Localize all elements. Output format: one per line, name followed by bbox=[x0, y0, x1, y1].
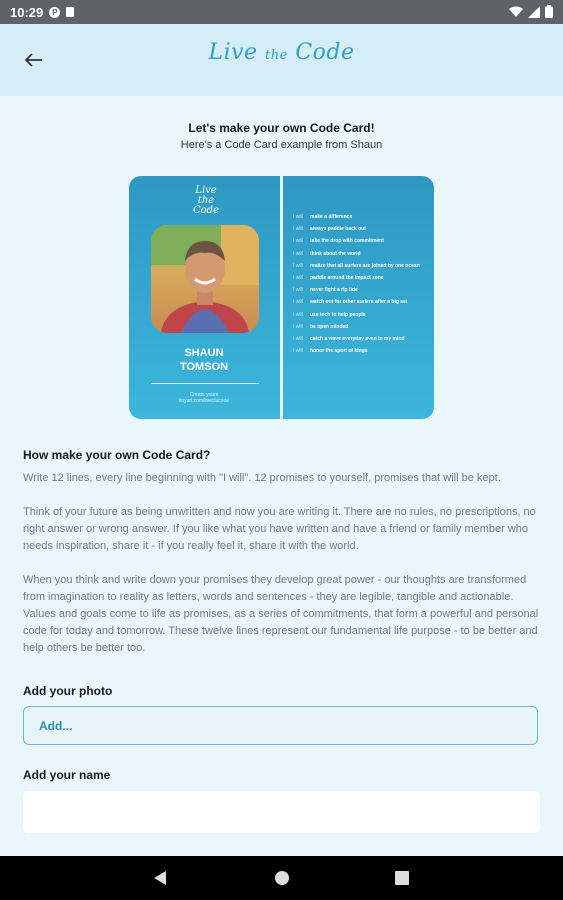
card-promise-prefix: I will bbox=[293, 311, 303, 318]
card-promise-text: be open minded bbox=[310, 323, 349, 330]
circle-home-icon bbox=[274, 870, 290, 886]
card-promise-prefix: I will bbox=[293, 214, 303, 220]
add-photo-label: Add... bbox=[39, 719, 73, 733]
nav-home-button[interactable] bbox=[260, 856, 304, 900]
wifi-icon bbox=[509, 6, 523, 18]
card-footer-line: tinyurl.com/liveclucode bbox=[178, 398, 230, 404]
card-promise-prefix: I will bbox=[293, 348, 303, 355]
how-paragraph-3: When you think and write down your promises they develop great power - our thoughts are transformed from imagination to reality as letters, words and sentences - they are legible, tangible and actionable. Values and goals come to life as promises, as a series of commitments, that form a powerful and personal code for today and tomorrow. These twelve lines represent our fundamental life purpose - to be better and help others be better too. bbox=[23, 574, 539, 654]
card-promise-prefix: I will bbox=[293, 250, 303, 257]
square-recents-icon bbox=[395, 871, 409, 885]
card-promise-item bbox=[293, 312, 431, 318]
card-logo-line: Live bbox=[195, 185, 217, 196]
card-promise-prefix: I will bbox=[293, 262, 303, 269]
name-label: Add your name bbox=[23, 768, 111, 782]
nav-back-button[interactable] bbox=[138, 856, 182, 900]
profile-photo bbox=[151, 225, 259, 333]
how-paragraph-2: Think of your future as being unwritten and now you are writing it. There are no rules, no prescriptions, no right answer or wrong answer. If you like what you have written and have a friend or family member who needs inspiration, share it - if you really feel it, share it with the world. bbox=[23, 506, 536, 552]
card-divider bbox=[280, 176, 283, 419]
logo-word-code: Code bbox=[295, 40, 355, 65]
how-title: How make your own Code Card? bbox=[23, 448, 211, 462]
signal-icon bbox=[528, 6, 540, 18]
notification-badge-icon: P bbox=[49, 7, 60, 18]
card-separator bbox=[151, 383, 259, 384]
card-promise-text: use tech to help people bbox=[310, 311, 366, 318]
how-paragraph-1: Write 12 lines, every line beginning with "I will". 12 promises to yourself, promises that will be kept. bbox=[23, 472, 501, 484]
card-promise-text: take the drop with commitment bbox=[310, 238, 384, 245]
card-person-name bbox=[129, 346, 279, 374]
card-promise-item bbox=[293, 214, 431, 220]
card-promise-prefix: I will bbox=[293, 323, 303, 330]
add-photo-button[interactable] bbox=[23, 706, 538, 745]
card-promise-item bbox=[293, 238, 431, 244]
status-time: 10:29 bbox=[10, 4, 44, 20]
card-promise-text: watch out for other surfers after a big set bbox=[310, 299, 408, 306]
card-promise-item bbox=[293, 324, 431, 330]
battery-icon bbox=[545, 5, 553, 18]
card-promise-text: realize that all surfers are joined by one ocean bbox=[310, 262, 420, 269]
example-code-card bbox=[129, 176, 434, 419]
app-logo bbox=[0, 40, 563, 65]
person-portrait-icon bbox=[151, 225, 259, 333]
logo-word-live: Live bbox=[208, 40, 258, 65]
card-promise-text: honor the sport of kings bbox=[310, 348, 368, 355]
card-promise-prefix: I will bbox=[293, 274, 303, 281]
card-promise-prefix: I will bbox=[293, 238, 303, 245]
card-promise-text: think about the world bbox=[310, 250, 361, 257]
app-bar bbox=[0, 24, 563, 96]
card-promise-item bbox=[293, 287, 431, 293]
card-promise-item bbox=[293, 251, 431, 257]
card-promise-text: always paddle back out bbox=[310, 226, 366, 233]
intro-title: Let's make your own Code Card! bbox=[188, 121, 375, 135]
nav-recents-button[interactable] bbox=[380, 856, 424, 900]
card-promise-item bbox=[293, 348, 431, 354]
card-left-panel bbox=[129, 176, 279, 419]
card-name-first: SHAUN bbox=[184, 347, 224, 359]
card-name-last: TOMSON bbox=[179, 361, 229, 373]
card-promise-item bbox=[293, 263, 431, 269]
card-promise-item bbox=[293, 336, 431, 342]
card-logo-line: the bbox=[197, 195, 215, 206]
name-input[interactable] bbox=[23, 791, 540, 833]
card-promise-item bbox=[293, 275, 431, 281]
status-bar bbox=[0, 0, 563, 24]
card-promise-prefix: I will bbox=[293, 287, 303, 294]
card-promise-prefix: I will bbox=[293, 335, 303, 342]
logo-word-the: the bbox=[265, 48, 288, 63]
card-promise-item bbox=[293, 299, 431, 305]
card-logo-line: Code bbox=[193, 205, 219, 216]
card-footer bbox=[129, 392, 279, 404]
card-promise-text: catch a wave everyday even in my mind bbox=[310, 335, 405, 342]
sd-card-icon bbox=[66, 7, 74, 17]
intro-subtitle: Here's a Code Card example from Shaun bbox=[180, 139, 383, 151]
card-promise-text: make a difference bbox=[310, 214, 353, 220]
triangle-back-icon bbox=[153, 870, 167, 886]
card-promise-text: paddle around the impact zone bbox=[310, 274, 384, 281]
card-promise-list bbox=[293, 214, 431, 360]
photo-label: Add your photo bbox=[23, 684, 113, 698]
card-promise-prefix: I will bbox=[293, 226, 303, 233]
card-footer-line: Create yours bbox=[189, 392, 219, 398]
card-logo bbox=[187, 186, 225, 216]
card-promise-prefix: I will bbox=[293, 299, 303, 306]
card-promise-item bbox=[293, 226, 431, 232]
card-promise-text: never fight a rip tide bbox=[310, 287, 358, 294]
system-nav-bar bbox=[0, 856, 563, 900]
